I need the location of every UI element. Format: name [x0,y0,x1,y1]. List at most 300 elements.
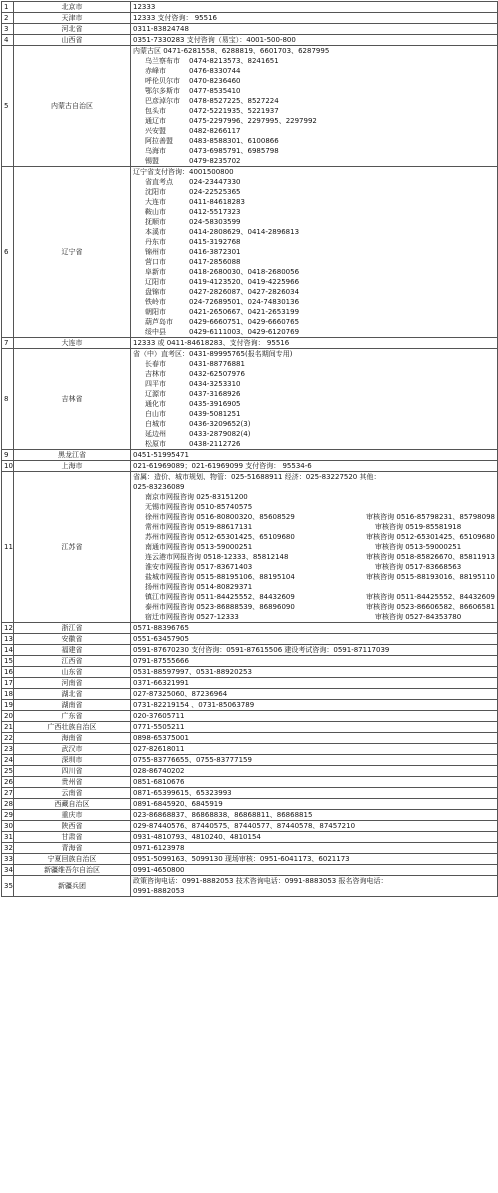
city-line [133,56,495,66]
city-name: 通辽市 [145,117,166,125]
region-name: 天津市 [14,13,131,24]
contact-line: 021-61969089；021-61969099 支付咨询： 95534-6 [133,462,312,470]
contact-line: 0755-83776655、0755-83777159 [133,756,252,764]
region-name: 新疆维吾尔自治区 [14,865,131,876]
contact-cell [131,700,498,711]
contact-cell [131,854,498,865]
city-line [133,156,495,166]
contact-line: 0591-87670230 支付咨询：0591-87615506 建设考试咨询：0591-87117039 [133,646,390,654]
region-name: 陕西省 [14,821,131,832]
city-line [133,217,495,227]
row-number: 28 [2,799,14,810]
contact-cell [131,450,498,461]
city-line [133,512,495,522]
row-number: 13 [2,634,14,645]
city-line [133,116,495,126]
city-line [133,207,495,217]
table-row [2,13,498,24]
city-phone: 0412-5517323 [189,208,241,216]
city-line [133,522,495,532]
city-name: 营口市 [145,258,166,266]
city-line [133,409,495,419]
city-name: 呼伦贝尔市 [145,77,180,85]
city-phone: 024-22525365 [189,188,241,196]
contact-line: 0898-65375001 [133,734,189,742]
city-line [133,532,495,542]
region-name: 武汉市 [14,744,131,755]
region-name: 湖南省 [14,700,131,711]
region-name: 安徽省 [14,634,131,645]
city-phone: 0427-2826087、0427-2826034 [189,288,300,296]
table-row [2,35,498,46]
city-line [133,197,495,207]
city-phone: 0429-6660751、0429-6660765 [189,318,300,326]
city-name: 锡盟 [145,157,159,165]
city-line [133,542,495,552]
contact-cell [131,338,498,349]
row-number: 7 [2,338,14,349]
city-line [133,552,495,562]
city-name: 赤峰市 [145,67,166,75]
row-number: 33 [2,854,14,865]
contact-cell [131,821,498,832]
row-number: 29 [2,810,14,821]
contact-cell [131,733,498,744]
city-name: 铁岭市 [145,298,166,306]
audit-consult: 审核咨询 0519-85581918 [375,523,462,531]
contact-line: 0971-6123978 [133,844,185,852]
contact-cell [131,810,498,821]
city-name: 阜新市 [145,268,166,276]
region-name: 山西省 [14,35,131,46]
table-row [2,461,498,472]
city-name: 乌兰察布市 [145,57,180,65]
contact-cell [131,711,498,722]
city-line [133,429,495,439]
row-number: 1 [2,2,14,13]
region-name: 吉林省 [14,349,131,450]
row-number: 15 [2,656,14,667]
audit-consult: 审核咨询 0527-84353780 [375,613,462,621]
city-line [133,267,495,277]
contact-cell [131,35,498,46]
audit-consult: 审核咨询 0517-83668563 [375,563,462,571]
city-line [133,419,495,429]
city-phone: 0438-2112726 [189,440,241,448]
city-name: 吉林市 [145,370,166,378]
table-row [2,700,498,711]
contact-cell [131,24,498,35]
contact-cell [131,634,498,645]
contact-cell [131,799,498,810]
city-name: 朝阳市 [145,308,166,316]
city-name: 本溪市 [145,228,166,236]
region-name: 广东省 [14,711,131,722]
table-row [2,744,498,755]
city-line [133,562,495,572]
city-phone: 0472-5221935、5221937 [189,107,279,115]
audit-consult: 审核咨询 0512-65301425、65109680 [366,533,495,541]
web-consult: 苏州市网报咨询 0512-65301425、65109680 [145,533,295,541]
table-row [2,733,498,744]
contact-line: 0771-5505211 [133,723,185,731]
row-number: 8 [2,349,14,450]
region-name: 宁夏回族自治区 [14,854,131,865]
city-name: 通化市 [145,400,166,408]
contact-line: 0731-82219154 、0731-85063789 [133,701,255,709]
city-phone: 0482-8266117 [189,127,241,135]
row-number: 34 [2,865,14,876]
city-line [133,257,495,267]
city-name: 巴彦淖尔市 [145,97,180,105]
audit-consult: 审核咨询 0511-84425552、84432609 [366,593,495,601]
contact-line: 政策咨询电话：0991-8882053 技术咨询电话：0991-8883053 报名咨询电话： [133,877,388,885]
contact-line: 0351-7330283 支付咨询（易宝）：4001-500-800 [133,36,296,44]
web-consult: 徐州市网报咨询 0516-80800320、85608529 [145,513,295,521]
contact-cell [131,2,498,13]
contact-cell [131,349,498,450]
contact-cell [131,832,498,843]
city-name: 松原市 [145,440,166,448]
contact-line: 029-87440576、87440575、87440577、87440578、87457210 [133,822,356,830]
table-row [2,854,498,865]
table-row [2,843,498,854]
web-consult: 盐城市网报咨询 0515-88195106、88195104 [145,573,295,581]
city-line [133,247,495,257]
city-line [133,187,495,197]
table-row [2,634,498,645]
city-phone: 024-23447330 [189,178,241,186]
city-phone: 0483-8588301、6100866 [189,137,279,145]
table-row [2,450,498,461]
contact-cell [131,766,498,777]
city-name: 省直考点 [145,178,173,186]
city-phone: 0479-8235702 [189,157,241,165]
row-number: 25 [2,766,14,777]
city-name: 白山市 [145,410,166,418]
region-name: 青海省 [14,843,131,854]
web-consult: 常州市网报咨询 0519-88617131 [145,523,253,531]
contact-cell [131,689,498,700]
contact-cell [131,46,498,167]
city-name: 抚顺市 [145,218,166,226]
city-phone: 0431-88776881 [189,360,245,368]
city-line [133,439,495,449]
table-row [2,678,498,689]
table-row [2,876,498,897]
region-name: 浙江省 [14,623,131,634]
region-name: 江苏省 [14,472,131,623]
city-name: 包头市 [145,107,166,115]
contact-line: 020-37605711 [133,712,185,720]
city-phone: 0435-3916905 [189,400,241,408]
contact-line: 0551-63457905 [133,635,189,643]
web-consult: 扬州市网报咨询 0514-80829371 [145,583,253,591]
row-number: 3 [2,24,14,35]
table-row [2,645,498,656]
city-line [133,86,495,96]
table-row [2,777,498,788]
region-name: 辽宁省 [14,167,131,338]
city-phone: 0432-62507976 [189,370,245,378]
city-phone: 0418-2680030、0418-2680056 [189,268,300,276]
row-number: 19 [2,700,14,711]
audit-consult: 审核咨询 0523-86606582、86606581 [366,603,495,611]
contact-cell [131,167,498,338]
region-name: 贵州省 [14,777,131,788]
city-phone: 024-58303599 [189,218,241,226]
table-row [2,667,498,678]
table-row [2,623,498,634]
city-line [133,96,495,106]
city-name: 鞍山市 [145,208,166,216]
city-line [133,297,495,307]
city-line [133,359,495,369]
row-number: 12 [2,623,14,634]
contact-head: 省属：造价、城市规划、物管：025-51688911 经济：025-83227520 其他： [133,473,381,481]
city-name: 绥中县 [145,328,166,336]
city-phone: 0411-84618283 [189,198,245,206]
web-consult: 南京市网报咨询 025-83151200 [145,493,248,501]
contact-line: 027-87325060、87236964 [133,690,228,698]
contact-cell [131,472,498,623]
contact-cell [131,777,498,788]
city-line [133,66,495,76]
contact-line: 12333 支付咨询： 95516 [133,14,217,22]
row-number: 31 [2,832,14,843]
city-phone: 0429-6111003、0429-6120769 [189,328,300,336]
city-phone: 0478-8527225、8527224 [189,97,279,105]
region-name: 广西壮族自治区 [14,722,131,733]
city-phone: 0415-3192768 [189,238,241,246]
contact-cell [131,865,498,876]
city-line [133,76,495,86]
contact-line: 027-82618011 [133,745,185,753]
contact-cell [131,667,498,678]
audit-consult: 审核咨询 0518-85826670、85811913 [366,553,495,561]
region-name: 河南省 [14,678,131,689]
table-row [2,656,498,667]
contact-head: 辽宁省支付咨询：4001500800 [133,168,234,176]
audit-consult: 审核咨询 0516-85798231、85798098 [366,513,495,521]
city-name: 盘锦市 [145,288,166,296]
contact-table [1,1,498,897]
region-name: 西藏自治区 [14,799,131,810]
city-name: 大连市 [145,198,166,206]
contact-line: 023-86868837、86868838、86868811、86868815 [133,811,313,819]
row-number: 27 [2,788,14,799]
city-phone: 0433-2879082(4) [189,430,251,438]
contact-cell [131,623,498,634]
contact-line: 0871-65399615、65323993 [133,789,232,797]
city-line [133,227,495,237]
contact-line: 0451-51995471 [133,451,189,459]
contact-line: 0791-87555666 [133,657,189,665]
city-name: 丹东市 [145,238,166,246]
city-name: 沈阳市 [145,188,166,196]
city-line [133,277,495,287]
city-name: 葫芦岛市 [145,318,173,326]
row-number: 21 [2,722,14,733]
row-number: 9 [2,450,14,461]
row-number: 14 [2,645,14,656]
region-name: 甘肃省 [14,832,131,843]
city-phone: 0476-8330744 [189,67,241,75]
city-line [133,369,495,379]
row-number: 35 [2,876,14,897]
contact-line: 12333 [133,3,156,11]
contact-line: 0851-6810676 [133,778,185,786]
region-name: 四川省 [14,766,131,777]
region-name: 新疆兵团 [14,876,131,897]
city-line [133,177,495,187]
table-row [2,711,498,722]
table-row [2,722,498,733]
table-row [2,472,498,623]
table-row [2,755,498,766]
row-number: 18 [2,689,14,700]
table-row [2,821,498,832]
contact-cell [131,461,498,472]
city-name: 锦州市 [145,248,166,256]
city-name: 四平市 [145,380,166,388]
city-phone: 0439-5081251 [189,410,241,418]
region-name: 江西省 [14,656,131,667]
city-phone: 0473-6985791、6985798 [189,147,279,155]
web-consult: 连云港市网报咨询 0518-12333、85812148 [145,553,289,561]
city-line [133,317,495,327]
city-line [133,379,495,389]
city-line [133,582,495,592]
row-number: 6 [2,167,14,338]
region-name: 重庆市 [14,810,131,821]
city-phone: 0475-2297996、2297995、2297992 [189,117,317,125]
row-number: 4 [2,35,14,46]
city-phone: 0434-3253310 [189,380,241,388]
city-name: 阿拉善盟 [145,137,173,145]
table-row [2,799,498,810]
city-line [133,572,495,582]
city-phone: 0419-4123520、0419-4225966 [189,278,300,286]
city-line [133,126,495,136]
contact-line: 0991-4650800 [133,866,185,874]
city-line [133,307,495,317]
city-phone: 0421-2650667、0421-2653199 [189,308,300,316]
city-phone: 0470-8236460 [189,77,241,85]
row-number: 24 [2,755,14,766]
contact-cell [131,678,498,689]
region-name: 山东省 [14,667,131,678]
city-phone: 0414-2808629、0414-2896813 [189,228,300,236]
contact-line: 0571-88396765 [133,624,189,632]
row-number: 10 [2,461,14,472]
contact-line: 0951-5099163、5099130 现场审核：0951-6041173、6021173 [133,855,350,863]
contact-cell [131,656,498,667]
city-phone: 0474-8213573、8241651 [189,57,279,65]
table-row [2,766,498,777]
contact-cell [131,876,498,897]
region-name: 深圳市 [14,755,131,766]
region-name: 福建省 [14,645,131,656]
table-row [2,810,498,821]
city-name: 白城市 [145,420,166,428]
city-line [133,399,495,409]
row-number: 11 [2,472,14,623]
table-row [2,167,498,338]
table-row [2,24,498,35]
region-name: 内蒙古自治区 [14,46,131,167]
row-number: 22 [2,733,14,744]
city-line [133,327,495,337]
city-name: 长春市 [145,360,166,368]
city-phone: 0436-3209652(3) [189,420,251,428]
contact-cell [131,744,498,755]
region-name: 上海市 [14,461,131,472]
city-line [133,106,495,116]
contact-line: 028-86740202 [133,767,185,775]
row-number: 5 [2,46,14,167]
region-name: 湖北省 [14,689,131,700]
row-number: 23 [2,744,14,755]
contact-head: 025-83236089 [133,483,185,491]
city-name: 乌海市 [145,147,166,155]
web-consult: 镇江市网报咨询 0511-84425552、84432609 [145,593,295,601]
contact-head: 内蒙古区 0471-6281558、6288819、6601703、6287995 [133,47,330,55]
city-phone: 0477-8535410 [189,87,241,95]
city-line [133,492,495,502]
contact-line: 0311-83824748 [133,25,189,33]
row-number: 20 [2,711,14,722]
web-consult: 无锡市网报咨询 0510-85740575 [145,503,253,511]
table-row [2,689,498,700]
contact-line: 0371-66321991 [133,679,189,687]
contact-cell [131,843,498,854]
contact-line: 0531-88597997、0531-88920253 [133,668,252,676]
region-name: 黑龙江省 [14,450,131,461]
city-name: 兴安盟 [145,127,166,135]
city-line [133,502,495,512]
city-phone: 0417-2856088 [189,258,241,266]
city-phone: 0416-3872301 [189,248,241,256]
row-number: 17 [2,678,14,689]
table-row [2,46,498,167]
city-line [133,146,495,156]
contact-cell [131,755,498,766]
contact-cell [131,13,498,24]
audit-consult: 审核咨询 0513-59000251 [375,543,462,551]
city-line [133,389,495,399]
contact-cell [131,722,498,733]
city-line [133,592,495,602]
contact-cell [131,788,498,799]
row-number: 30 [2,821,14,832]
audit-consult: 审核咨询 0515-88193016、88195110 [366,573,495,581]
city-name: 鄂尔多斯市 [145,87,180,95]
contact-line: 12333 或 0411-84618283、支付咨询： 95516 [133,339,290,347]
web-consult: 宿迁市网报咨询 0527-12333 [145,613,239,621]
city-phone: 024-72689501、024-74830136 [189,298,300,306]
city-line [133,136,495,146]
row-number: 2 [2,13,14,24]
region-name: 海南省 [14,733,131,744]
row-number: 26 [2,777,14,788]
region-name: 北京市 [14,2,131,13]
table-row [2,788,498,799]
region-name: 大连市 [14,338,131,349]
city-line [133,602,495,612]
region-name: 河北省 [14,24,131,35]
row-number: 16 [2,667,14,678]
